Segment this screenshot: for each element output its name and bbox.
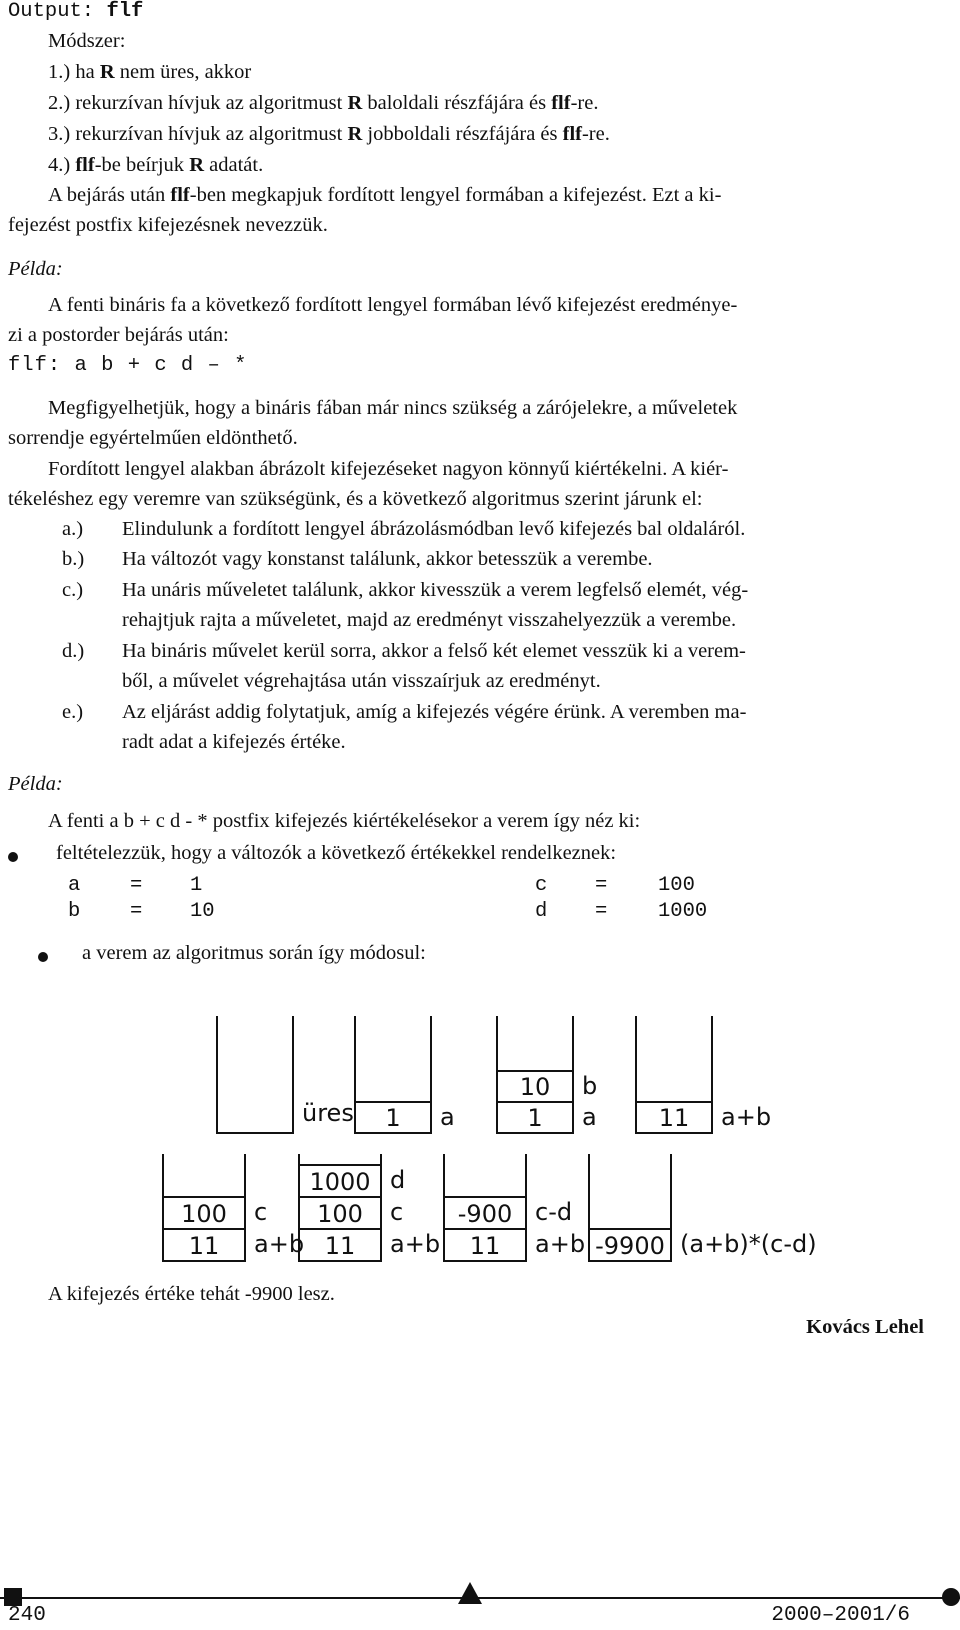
algo-d-line2: ből, a művelet végrehajtása után visszaírjuk az eredményt. xyxy=(122,670,601,692)
var-c-value: 100 xyxy=(658,874,695,897)
text: 1.) ha xyxy=(48,61,100,83)
algo-b-line1: Ha változót vagy konstanst találunk, akkor betesszük a verembe. xyxy=(122,548,653,570)
author: Kovács Lehel xyxy=(806,1316,924,1338)
stack-label: d xyxy=(390,1166,406,1194)
stack-label: üres xyxy=(302,1099,354,1127)
bold-text: R xyxy=(99,61,115,83)
stack-label: c-d xyxy=(535,1198,573,1226)
var-b-value: 10 xyxy=(190,900,215,923)
var-b-eq: = xyxy=(130,900,143,923)
example1-line2: zi a postorder bejárás után: xyxy=(8,324,229,346)
var-d-eq: = xyxy=(595,900,608,923)
output-label: Output: xyxy=(8,0,95,23)
stack-label: a xyxy=(582,1103,597,1131)
flf-line: flf: a b + c d – * xyxy=(8,354,248,377)
stack-cell: 100 xyxy=(298,1196,382,1228)
stack-label: b xyxy=(582,1072,598,1100)
method-step-4 xyxy=(48,154,263,177)
bold-text: flf xyxy=(170,184,190,206)
algo-d-marker: d.) xyxy=(62,640,85,662)
var-a-value: 1 xyxy=(190,874,203,897)
text: baloldali részfájára és xyxy=(362,92,552,114)
var-b-name: b xyxy=(68,900,81,923)
stack-label: c xyxy=(390,1198,404,1226)
bold-text: flf xyxy=(562,123,582,145)
bold-text: flf xyxy=(75,154,95,176)
algo-c-marker: c.) xyxy=(62,579,84,601)
text: A bejárás után xyxy=(48,184,171,206)
output-value: flf xyxy=(106,0,144,23)
algo-e-marker: e.) xyxy=(62,701,84,723)
method-step-1 xyxy=(48,61,251,84)
algo-b-marker: b.) xyxy=(62,548,85,570)
example2-bullet2: a verem az algoritmus során így módosul: xyxy=(82,942,426,964)
output-line xyxy=(8,0,143,23)
text: 2.) rekurzívan hívjuk az algoritmust xyxy=(48,92,348,114)
stack-label: a+b xyxy=(390,1230,441,1258)
stack-label: (a+b)*(c-d) xyxy=(680,1230,817,1258)
stack-label: c xyxy=(254,1198,268,1226)
observe-line2: sorrendje egyértelműen eldönthető. xyxy=(8,427,298,449)
var-c-eq: = xyxy=(595,874,608,897)
text: jobboldali részfájára és xyxy=(362,123,563,145)
algo-e-line2: radt adat a kifejezés értéke. xyxy=(122,731,346,753)
algo-c-line2: rehajtjuk rajta a műveletet, majd az eredményt visszahelyezzük a verembe. xyxy=(122,609,737,631)
bullet xyxy=(8,852,18,862)
text: 3.) rekurzívan hívjuk az algoritmust xyxy=(48,123,348,145)
stack-cell: 100 xyxy=(162,1196,246,1228)
triangle-mark-icon xyxy=(458,1582,482,1604)
bold-text: R xyxy=(347,123,363,145)
algo-d-line1: Ha bináris művelet kerül sorra, akkor a felső két elemet vesszük ki a verem- xyxy=(122,640,746,662)
text: -re. xyxy=(570,92,599,114)
text: -ben megkapjuk fordított lengyel formában a kifejezést. Ezt a ki- xyxy=(189,184,722,206)
example-label: Példa: xyxy=(8,773,63,795)
stack-label: a+b xyxy=(535,1230,586,1258)
issue-number: 2000–2001/6 xyxy=(771,1604,910,1627)
example2-bullet1: feltételezzük, hogy a változók a következő értékekkel rendelkeznek: xyxy=(56,842,617,864)
method-title: Módszer: xyxy=(48,30,126,52)
stack-cell: 1000 xyxy=(298,1164,382,1196)
observe-line4: tékeléshez egy veremre van szükségünk, és a következő algoritmus szerint járunk el: xyxy=(8,488,703,510)
text: adatát. xyxy=(204,154,264,176)
result-line: A kifejezés értéke tehát -9900 lesz. xyxy=(48,1283,335,1305)
method-step-3 xyxy=(48,123,610,146)
bold-text: R xyxy=(189,154,204,176)
stack-cell: -9900 xyxy=(588,1228,672,1260)
observe-line3: Fordított lengyel alakban ábrázolt kifejezéseket nagyon könnyű kiértékelni. A kiér- xyxy=(48,458,729,480)
method-after-1 xyxy=(48,184,721,207)
stack-label: a+b xyxy=(254,1230,305,1258)
stack-cell: 1 xyxy=(496,1101,574,1132)
method-after-2: fejezést postfix kifejezésnek nevezzük. xyxy=(8,214,328,236)
circle-mark-icon xyxy=(942,1588,960,1606)
stack-frame xyxy=(216,1016,294,1134)
example2-intro: A fenti a b + c d - * postfix kifejezés kiértékelésekor a verem így néz ki: xyxy=(48,810,641,832)
var-d-name: d xyxy=(535,900,548,923)
text: 4.) xyxy=(48,154,76,176)
bold-text: flf xyxy=(551,92,571,114)
stack-label: a+b xyxy=(721,1103,772,1131)
stack-cell: 11 xyxy=(443,1228,527,1260)
var-d-value: 1000 xyxy=(658,900,708,923)
page-number: 240 xyxy=(8,1604,46,1627)
algo-e-line1: Az eljárást addig folytatjuk, amíg a kifejezés végére érünk. A veremben ma- xyxy=(122,701,747,723)
var-a-eq: = xyxy=(130,874,143,897)
algo-a-marker: a.) xyxy=(62,518,84,540)
stack-label: a xyxy=(440,1103,455,1131)
stack-cell: 1 xyxy=(354,1101,432,1132)
algo-a-line1: Elindulunk a fordított lengyel ábrázolásmódban levő kifejezés bal oldaláról. xyxy=(122,518,746,540)
observe-line1: Megfigyelhetjük, hogy a bináris fában már nincs szükség a zárójelekre, a műveletek xyxy=(48,397,738,419)
stack-cell: 10 xyxy=(496,1070,574,1101)
text: -be beírjuk xyxy=(94,154,190,176)
bold-text: R xyxy=(347,92,363,114)
var-c-name: c xyxy=(535,874,548,897)
stack-cell: -900 xyxy=(443,1196,527,1228)
stack-cell: 11 xyxy=(298,1228,382,1260)
example1-line1: A fenti bináris fa a következő fordított lengyel formában lévő kifejezést eredménye- xyxy=(48,294,738,316)
bullet xyxy=(38,952,48,962)
algo-c-line1: Ha unáris műveletet találunk, akkor kivesszük a verem legfelső elemét, vég- xyxy=(122,579,749,601)
var-a-name: a xyxy=(68,874,81,897)
example-label: Példa: xyxy=(8,258,63,280)
stack-cell: 11 xyxy=(635,1101,713,1132)
stack-cell: 11 xyxy=(162,1228,246,1260)
method-step-2 xyxy=(48,92,598,115)
text: -re. xyxy=(581,123,610,145)
text: nem üres, akkor xyxy=(114,61,252,83)
